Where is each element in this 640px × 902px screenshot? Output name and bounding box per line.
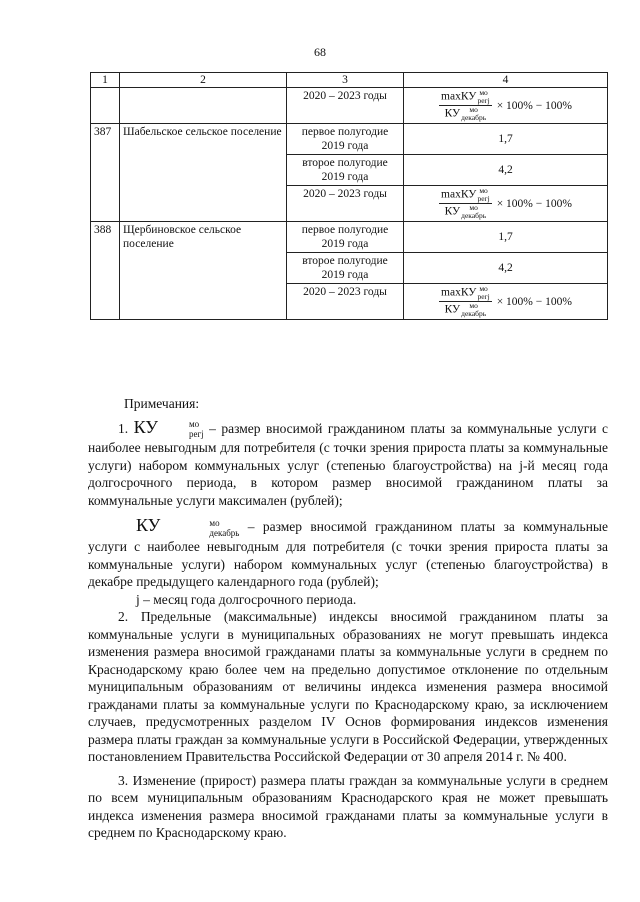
period-cell: первое полугодие 2019 года xyxy=(287,124,404,155)
value-cell: 1,7 xyxy=(404,124,608,155)
formula-cell xyxy=(404,88,608,124)
table-row xyxy=(91,124,608,155)
settlement-name: Шабельское сельское поселение xyxy=(120,124,287,222)
formula-cell xyxy=(404,186,608,222)
table-row xyxy=(91,222,608,253)
value-cell: 4,2 xyxy=(404,253,608,284)
note-2: 2. Предельные (максимальные) индексы вносимой гражданином платы за коммунальные услуги в муниципальных образованиях не могут превышать индекса изменения размера вносимой гражданами платы за коммунальные услуги в среднем по Краснодарскому краю более чем на предельно допустимое отклонение по отдельным муниципальным образованиям от величины индекса изменения размера вносимой гражданами платы за коммунальные услуги по Краснодарскому краю, за исключением случаев, предусмотренных разделом IV Основ формирования индексов изменения размера платы граждан за коммунальные услуги в Российской Федерации, утвержденных постановлением Правительства Российской Федерации от 30 апреля 2014 г. № 400. xyxy=(88,609,608,765)
header-cell: 4 xyxy=(404,73,608,88)
formula-cell xyxy=(404,284,608,320)
note-1b: КУ мо декабрь – размер вносимой гражданином платы за коммунальные услуги с наиболее невыгодным для потребителя (с точки зрения прироста платы за коммунальные услуги) набором коммунальных услуг (степенью благоустройства) в декабре предыдущего календарного года (рублей); xyxy=(88,515,608,590)
value-cell: 1,7 xyxy=(404,222,608,253)
settlement-name: Щербиновское сельское поселение xyxy=(120,222,287,320)
note-3: 3. Изменение (прирост) размера платы граждан за коммунальные услуги в среднем по всем муниципальным образованиям Краснодарского края не может превышать индекса изменения размера вносимой гражданами платы за коммунальные услуги в среднем по Краснодарскому краю. xyxy=(88,772,608,841)
value-cell: 4,2 xyxy=(404,155,608,186)
period-cell: 2020 – 2023 годы xyxy=(287,88,404,124)
header-cell: 1 xyxy=(91,73,120,88)
row-number: 388 xyxy=(91,222,120,320)
tariff-table xyxy=(90,72,608,320)
header-cell: 2 xyxy=(120,73,287,88)
table-header-row xyxy=(91,73,608,88)
page-number: 68 xyxy=(314,45,326,59)
header-cell: 3 xyxy=(287,73,404,88)
period-cell: второе полугодие 2019 года xyxy=(287,253,404,284)
period-cell: первое полугодие 2019 года xyxy=(287,222,404,253)
period-cell: второе полугодие 2019 года xyxy=(287,155,404,186)
period-cell: 2020 – 2023 годы xyxy=(287,186,404,222)
growth-formula: maxКУ мо регj КУ мо декабрь × 100% − 100% xyxy=(441,186,572,220)
growth-formula: maxКУ мо регj КУ мо декабрь × 100% − 100% xyxy=(441,88,572,122)
note-1: 1. КУ мо регj – размер вносимой гражданином платы за коммунальные услуги с наиболее невыгодным для потребителя (с точки зрения прироста платы за коммунальные услуги) набором коммунальных услуг (степенью благоустройства) на j-й месяц года долгосрочного периода, в котором размер вносимой гражданином платы за коммунальные услуги максимален (рублей); xyxy=(88,416,608,508)
notes-title: Примечания: xyxy=(124,396,200,411)
table-row xyxy=(91,88,608,124)
row-number: 387 xyxy=(91,124,120,222)
notes-section xyxy=(88,395,608,842)
period-cell: 2020 – 2023 годы xyxy=(287,284,404,320)
note-j: j – месяц года долгосрочного периода. xyxy=(136,591,357,607)
growth-formula: maxКУ мо регj КУ мо декабрь × 100% − 100% xyxy=(441,284,572,318)
